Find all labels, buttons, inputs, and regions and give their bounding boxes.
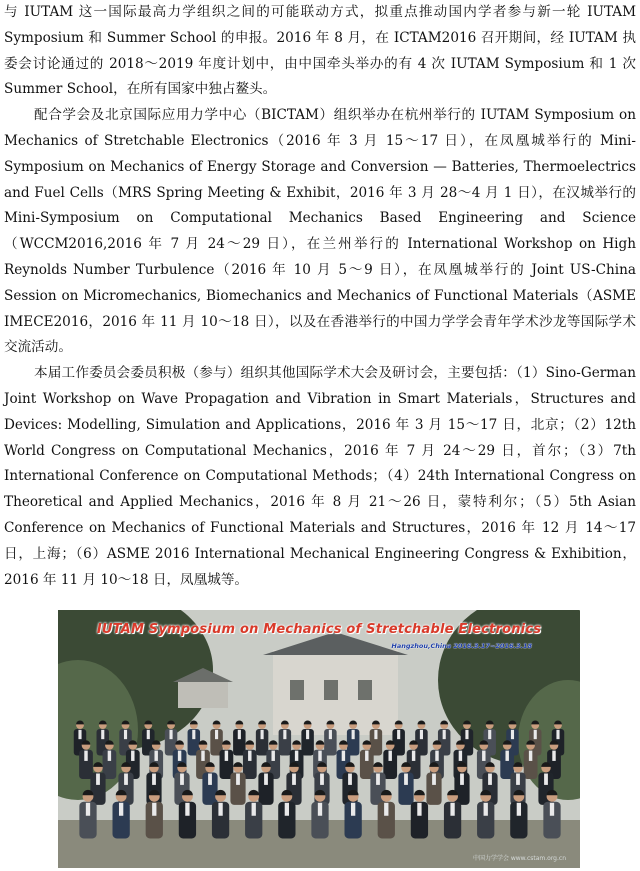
- person-shirt: [484, 803, 488, 816]
- person-shirt: [412, 751, 415, 761]
- person-shirt: [351, 803, 355, 816]
- person-shirt: [78, 730, 81, 739]
- person-shirt: [208, 774, 212, 785]
- paragraph-2: 配合学会及北京国际应用力学中心（BICTAM）组织举办在杭州举行的 IUTAM Symposium on Mechanics of Stretchable Electronics（2016 年 3 月 15～17 日），在凤凰城举行的 Mini-Symposium on Mechanics of Energy Storage and Conversion — Batteries, Thermoelectrics and Fuel Cells（MRS Spring Meeting & Exhibit，2016 年 3 月 28～4 月 1 日），在汉城举行的 Mini-Symposium on Computational Mechanics Based Engineering and Science（WCCM2016,2016 年 7 月 24～29 日），在兰州举行的 International Workshop on High Reynolds Number Turbulence（2016 年 10 月 5～9 日），在凤凰城举行的 Joint US-China Session on Micromechanics, Biomechanics and Mechanics of Functional Materials（ASME IMECE2016，2016 年 11 月 10～18 日），以及在香港举行的中国力学学会青年学术沙龙等国际学术交流活动。: [4, 107, 636, 356]
- person-shirt: [84, 751, 87, 761]
- person-shirt: [152, 803, 156, 816]
- person-shirt: [365, 751, 368, 761]
- person-shirt: [292, 774, 296, 785]
- person-shirt: [417, 803, 421, 816]
- person-shirt: [505, 751, 508, 761]
- person-shirt: [318, 751, 321, 761]
- person-shirt: [192, 730, 195, 739]
- person-shirt: [352, 730, 355, 739]
- person-shirt: [388, 751, 391, 761]
- person-shirt: [185, 803, 189, 816]
- photo-watermark: 中国力学学会 www.cstam.org.cn: [472, 855, 566, 862]
- article-text: [4, 0, 636, 593]
- person-shirt: [342, 751, 345, 761]
- person-shirt: [108, 751, 111, 761]
- person-shirt: [517, 803, 521, 816]
- person-shirt: [329, 730, 332, 739]
- person-shirt: [556, 730, 559, 739]
- person-shirt: [348, 774, 352, 785]
- person-shirt: [180, 774, 184, 785]
- person-shirt: [534, 730, 537, 739]
- photo-banner: IUTAM Symposium on Mechanics of Stretchable Electronics: [96, 622, 542, 637]
- person-shirt: [374, 730, 377, 739]
- person-shirt: [550, 803, 554, 816]
- person-shirt: [154, 751, 157, 761]
- person-shirt: [124, 774, 128, 785]
- person-shirt: [285, 803, 289, 816]
- person-shirt: [516, 774, 520, 785]
- person-shirt: [131, 751, 134, 761]
- person-shirt: [271, 751, 274, 761]
- paragraph-3: 本届工作委员会委员积极（参与）组织其他国际学术大会及研讨会，主要包括：（1）Sino-German Joint Workshop on Wave Propagation and Vibration in Smart Materials，Structures and Devices: Modelling, Simulation and Applications，2016 年 3 月 15～17 日，北京；（2）12th World Congress on Computational Mechanics，2016 年 7 月 24～29 日，首尔；（3）7th International Conference on Computational Methods；（4）24th International Congress on Theoretical and Applied Mechanics，2016 年 8 月 21～26 日，蒙特利尔；（5）5th Asian Conference on Mechanics of Functional Materials and Structures，2016 年 12 月 14～17 日，上海；（6）ASME 2016 International Mechanical Engineering Congress & Exhibition，2016 年 11 月 10～18 日，凤凰城等。: [4, 365, 636, 588]
- person-shirt: [404, 774, 408, 785]
- person-shirt: [443, 730, 446, 739]
- person-shirt: [320, 774, 324, 785]
- person-shirt: [238, 730, 241, 739]
- person-shirt: [529, 751, 532, 761]
- paragraph-1: 与 IUTAM 这一国际最高力学组织之间的可能联动方式，拟重点推动国内学者参与新一轮 IUTAM Symposium 和 Summer School 的申报。2016 年 8 月，在 ICTAM2016 召开期间，经 IUTAM 执委会讨论通过的 2018～2019 年度计划中，由中国牵头举办的有 4 次 IUTAM Symposium 和 1 次 Summer School，在所有国家中独占鳌头。: [4, 4, 636, 98]
- person-shirt: [432, 774, 436, 785]
- person-shirt: [236, 774, 240, 785]
- person-shirt: [459, 751, 462, 761]
- person-shirt: [264, 774, 268, 785]
- person-shirt: [435, 751, 438, 761]
- person-shirt: [488, 730, 491, 739]
- person-shirt: [86, 803, 90, 816]
- person-shirt: [511, 730, 514, 739]
- person-shirt: [397, 730, 400, 739]
- person-shirt: [482, 751, 485, 761]
- person-shirt: [152, 774, 156, 785]
- person-shirt: [552, 751, 555, 761]
- person-shirt: [252, 803, 256, 816]
- person-shirt: [450, 803, 454, 816]
- person-shirt: [201, 751, 204, 761]
- person-shirt: [124, 730, 127, 739]
- person-shirt: [318, 803, 322, 816]
- person-shirt: [460, 774, 464, 785]
- person-shirt: [225, 751, 228, 761]
- group-photo: [58, 610, 580, 868]
- person-shirt: [101, 730, 104, 739]
- person-shirt: [544, 774, 548, 785]
- person-shirt: [283, 730, 286, 739]
- person-shirt: [488, 774, 492, 785]
- person-shirt: [261, 730, 264, 739]
- person-shirt: [376, 774, 380, 785]
- photo-subbanner: Hangzhou,China 2016.3.17~2016.3.18: [391, 642, 532, 650]
- person-shirt: [178, 751, 181, 761]
- person-shirt: [215, 730, 218, 739]
- person-shirt: [465, 730, 468, 739]
- person-shirt: [218, 803, 222, 816]
- person-shirt: [147, 730, 150, 739]
- person-shirt: [248, 751, 251, 761]
- person-shirt: [169, 730, 172, 739]
- person-shirt: [119, 803, 123, 816]
- person-shirt: [306, 730, 309, 739]
- person-shirt: [96, 774, 100, 785]
- person-shirt: [420, 730, 423, 739]
- person-shirt: [384, 803, 388, 816]
- person-shirt: [295, 751, 298, 761]
